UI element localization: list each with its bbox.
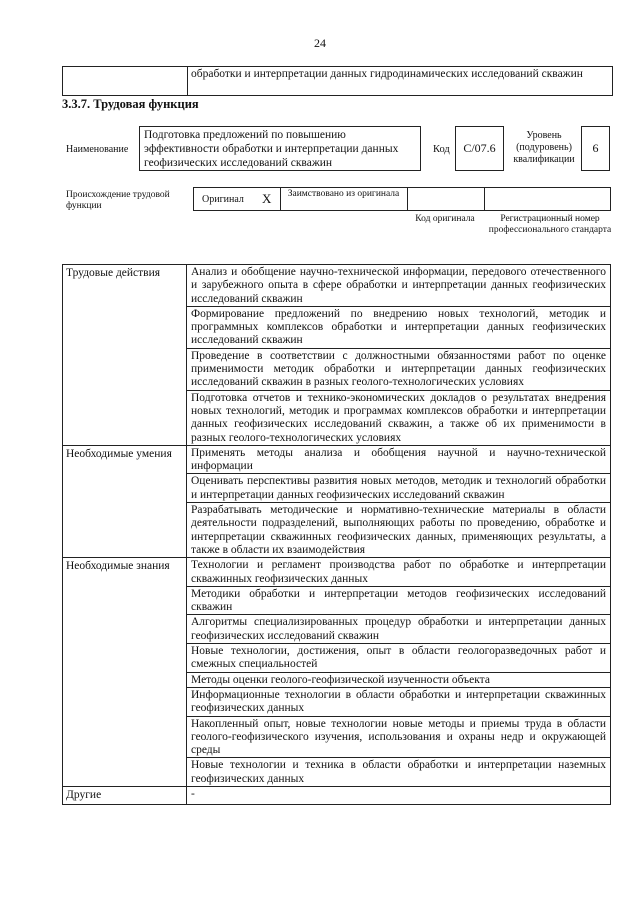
group-labor-actions bbox=[63, 265, 610, 446]
group-header: Необходимые умения bbox=[63, 446, 187, 557]
page-number: 24 bbox=[314, 36, 326, 50]
original-mark: X bbox=[262, 191, 272, 206]
table-row: Проведение в соответствии с должностными обязанностями работ по оценке применимости методик обработки и интерпретации данных геофизических исследований скважин в разных геолого-технологических условиях bbox=[187, 349, 610, 391]
code-original-caption: Код оригинала bbox=[415, 214, 475, 224]
level-label: Уровень (подуровень) квалификации bbox=[513, 130, 575, 165]
table-row: Накопленный опыт, новые технологии новые методы и приемы труда в области геолого-геофизического изучения, использования и охраны недр и окружающей среды bbox=[187, 717, 610, 759]
origin-table bbox=[193, 187, 611, 211]
reg-number-cell bbox=[484, 188, 610, 210]
function-details-table bbox=[62, 264, 611, 805]
table-row: Формирование предложений по внедрению новых технологий, методик и программных комплексов обработки и интерпретации данных геофизических исследований скважин bbox=[187, 307, 610, 349]
section-title: 3.3.7. Трудовая функция bbox=[62, 97, 199, 111]
table-row: Новые технологии и техника в области обработки и интерпретации наземных геофизических данных bbox=[191, 759, 606, 785]
origin-label: Происхождение трудовой функции bbox=[66, 190, 170, 211]
table-row: Применять методы анализа и обобщения научной и научно-технической информации bbox=[187, 446, 610, 475]
group-header: Необходимые знания bbox=[63, 558, 187, 786]
group-header: Другие bbox=[63, 787, 187, 804]
original-label: Оригинал bbox=[202, 194, 244, 205]
continuation-left-cell bbox=[63, 67, 188, 95]
table-row: Алгоритмы специализированных процедур обработки и интерпретации данных геофизических исследований скважин bbox=[187, 615, 610, 644]
function-name-box: Подготовка предложений по повышению эффективности обработки и интерпретации данных геофизических исследований скважин bbox=[139, 126, 421, 171]
level-value-box: 6 bbox=[581, 126, 610, 171]
continuation-right-cell: обработки и интерпретации данных гидродинамических исследований скважин bbox=[191, 68, 583, 80]
code-original-cell bbox=[408, 188, 485, 210]
group-other bbox=[63, 787, 610, 804]
continuation-table bbox=[62, 66, 613, 96]
reg-number-caption: Регистрационный номер профессионального стандарта bbox=[488, 214, 612, 235]
group-header: Трудовые действия bbox=[63, 265, 187, 445]
table-row: - bbox=[191, 787, 195, 800]
borrowed-cell: Заимствовано из оригинала bbox=[280, 188, 408, 210]
table-row: Методики обработки и интерпретации методов геофизических исследований скважин bbox=[187, 587, 610, 616]
table-row: Оценивать перспективы развития новых методов, методик и технологий обработки и интерпретации данных геофизических исследований скважин bbox=[187, 474, 610, 503]
group-required-knowledge bbox=[63, 558, 610, 787]
table-row: Подготовка отчетов и технико-экономических докладов о результатах внедрения новых технологий, методик и программах комплексов обработки и интерпретации данных геофизических исследований скважин, а также об их применимости в разных геолого-технологических условиях bbox=[191, 391, 606, 444]
table-row: Информационные технологии в области обработки и интерпретации скважинных геофизических данных bbox=[187, 688, 610, 717]
name-label: Наименование bbox=[66, 144, 129, 155]
code-value-box: С/07.6 bbox=[455, 126, 504, 171]
table-row: Новые технологии, достижения, опыт в области геологоразведочных работ и смежных специальностей bbox=[187, 644, 610, 673]
table-row: Методы оценки геолого-геофизической изученности объекта bbox=[187, 673, 610, 688]
table-row: Разрабатывать методические и нормативно-технические материалы в области деятельности подразделений, выполняющих работы по проведению, обработке и интерпретации скважинных геофизических данных, применяющих результаты, а также в области их взаимодействия bbox=[191, 504, 606, 556]
table-row: Технологии и регламент производства работ по обработке и интерпретации скважинных геофизических данных bbox=[187, 558, 610, 587]
code-label: Код bbox=[433, 144, 450, 155]
group-required-skills bbox=[63, 446, 610, 558]
original-cell bbox=[194, 188, 281, 210]
table-row: Анализ и обобщение научно-технической информации, передового отечественного и зарубежного опыта в сфере обработки и интерпретации данных геофизических исследований скважин bbox=[187, 265, 610, 307]
